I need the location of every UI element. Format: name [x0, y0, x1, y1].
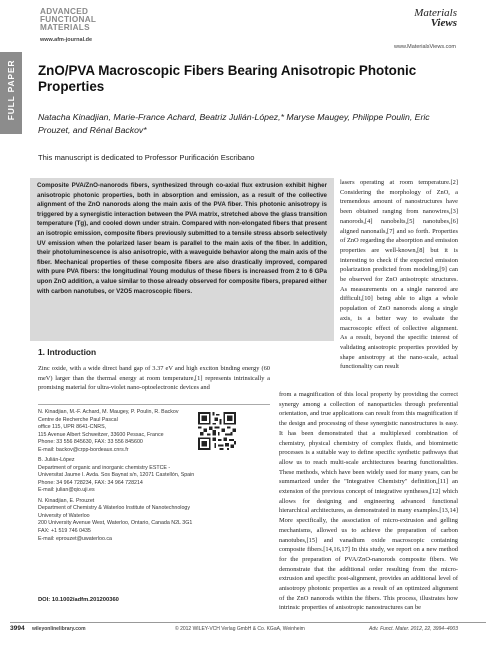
footer-url[interactable]: wileyonlinelibrary.com: [32, 626, 86, 632]
journal-url[interactable]: www.afm-journal.de: [40, 37, 93, 43]
footer-divider: [10, 622, 486, 623]
publisher-url[interactable]: www.MaterialsViews.com: [394, 44, 456, 50]
page-number: 3994: [10, 625, 25, 632]
body-text-right-main: from a magnification of this local property by providing the correct synergy among a collection of nanoparticles through preferential orientation, and true applications can result from this magnification if the design and processing of these synergistic nanostructures is easy. It has been demonstrated that a multiplexed combination of chemistry, physical chemistry of complex fluids, and biomimetic processes is a suitable way to define specific synthetic pathways that allow us to reach multi-scale architectures bearing functionalities. These methods, which have been widely used for many years, can be summarized under the "Integrative Chemistry" definition,[11] an extension of the previous concept of integrative syntheses,[12] which allows for designing and engineering advanced functional hierarchical architectures, as demonstrated in many examples.[13,14] More specifically, the association of micro-extrusion and gelling mechanisms, allowed us to achieve the preparation of carbon nanotubes,[15] and vanadium oxide macroscopic containing composite fibers.[14,16,17] In this study, we report on a new method for the preparation of PVA/ZnO-nanorods composite fibers. We demonstrate that the additional order resulting from the micro-extrusion and specific post-alignment, provides an additional level of anisotropy photonic properties as a result of an optimized alignment of the ZnO nanorods within the fibers. This process, illustrates how intrinsic properties of anisotropic nanostructures can be: [279, 391, 458, 612]
affiliations: [38, 409, 198, 546]
mv-logo-line: Views: [430, 17, 457, 29]
mv-logo-line: Materials: [414, 7, 457, 19]
dedication: This manuscript is dedicated to Professor Purificación Escribano: [38, 153, 255, 162]
divider: [38, 404, 270, 405]
affiliation-block: N. Kinadjian, E. Prouzet Department of Chemistry & Waterloo Institute of Nanotechnology University of Waterloo 200 University Avenue West, Waterloo, Ontario, Canada N2L 3G1 FAX: +1 519 746 0435 E-mail: eprouzet@uwaterloo.ca: [38, 497, 193, 542]
qr-code-icon[interactable]: [198, 412, 236, 450]
affiliation-block: N. Kinadjian, M.-F. Achard, M. Maugey, P. Poulin, R. Backov Centre de Recherche Paul Pascal office 115, UPR 8641-CNRS, 115 Avenue Albert Schweitzer, 33600 Pessac, France Phone: 33 556 845630, FAX: 33 556 845600 E-mail: backov@crpp-bordeaux.cnrs.fr: [38, 409, 179, 453]
journal-logo-line: ADVANCED: [40, 7, 89, 16]
article-title: ZnO/PVA Macroscopic Fibers Bearing Anisotropic Photonic Properties: [38, 63, 417, 94]
abstract-text: Composite PVA/ZnO-nanorods fibers, synthesized through co-axial flux extrusion exhibit higher anisotropic photonic properties, both in absorption and emission, as a result of the collective alignment of the ZnO nanorods along the main axis of the PVA fiber. This photonic anisotropy is triggered by a synergistic interaction between the PVA matrix, stretched above the glass transition temperature (Tg), and cooled down under strain. Compared with non-elongated fibers that present an isotropic emission, composite fibers previously submitted to a tensile stress absorb selectively UV emission when the polarized laser beam is parallel to the main axis of the fiber. In addition, their photoluminescence is also anisotropic, with a waveguide behavior along the main axis of the fiber. Mechanical properties of these composite fibers are also drastically improved, compared with pure PVA fibers: the longitudinal Young modulus of these fibers is increased from 2 to 6 GPa upon ZnO addition, a value similar to those already observed for composite fibers, prepared either with carbon nanotubes, or V2O5 macroscopic fibers.: [37, 182, 327, 295]
materials-views-logo: [395, 8, 457, 28]
body-text-right-top: lasers operating at room temperature.[2] Considering the morphology of ZnO, a tremendous amount of nanostructures have been obtained ranging from nanowires,[3] nanorods,[4] nanobelts,[5] nanotubes,[6] aligned nanonails,[7] and so forth. Properties of ZnO regarding the absorption and emission properties are well-known,[8] but it is interesting to check if the expected emission polarization predicted from modeling,[9] can be observed for ZnO anisotropic structures. As measurements on a single nanorod are difficult,[10] being able to align a whole population of ZnO nanorods along a single axis, is a better way to evaluate the macroscopic effect of collective alignment. As a result, beyond the specific interest of validating anisotropic properties provided by shape anisotropy at the nano-scale, actual functionality can result: [340, 179, 458, 371]
author-list: Natacha Kinadjian, Marie-France Achard, Beatriz Julián-López,* Maryse Maugey, Philippe Poulin, Eric Prouzet, and Rénal Backov*: [38, 112, 430, 135]
doi[interactable]: DOI: 10.1002/adfm.201200360: [38, 597, 119, 603]
footer-copyright: © 2012 WILEY-VCH Verlag GmbH & Co. KGaA, Weinheim: [175, 626, 305, 632]
footer-citation: Adv. Funct. Mater. 2012, 22, 3994–4003: [369, 626, 458, 632]
section-heading: 1. Introduction: [38, 347, 97, 357]
journal-logo: [40, 8, 130, 32]
journal-logo-line: MATERIALS: [40, 23, 90, 32]
section-tab-label: FULL PAPER: [6, 59, 16, 121]
journal-logo-line: FUNCTIONAL: [40, 15, 97, 24]
affiliation-block: B. Julián-López Department of organic and inorganic chemistry ESTCE - Universitat Jaume I. Avda. Sos Baynat s/n, 12071 Castellón, Spain Phone: 34 964 728234, FAX: 34 964 728214 E-mail: julian@qio.uji.es: [38, 457, 195, 494]
intro-text: Zinc oxide, with a wide direct band gap of 3.37 eV and high exciton binding energy (60 meV) larger than the thermal energy at room temperature,[1] represents intrinsically a promising material for ultra-violet nano-optoelectronic devices and: [38, 365, 270, 392]
